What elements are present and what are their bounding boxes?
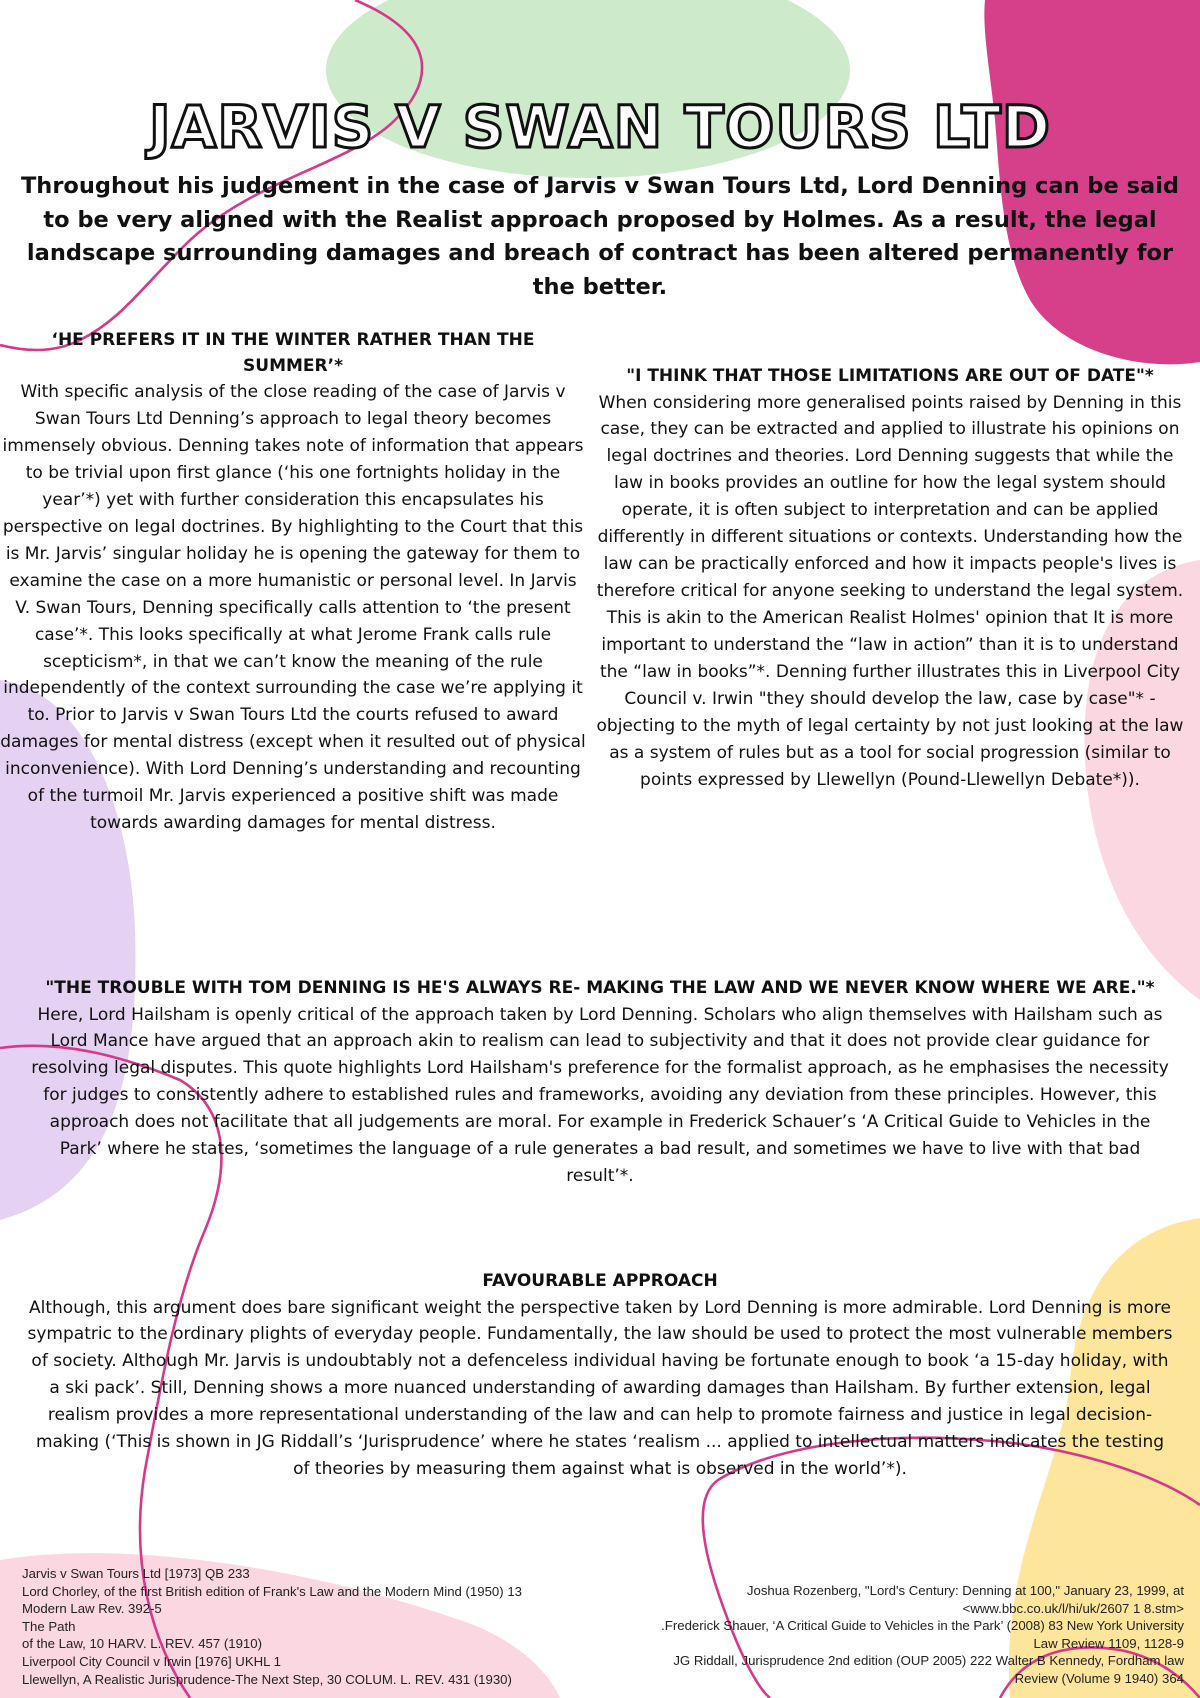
section-winter-heading: ‘HE PREFERS IT IN THE WINTER RATHER THAN THE SUMMER’* (51, 330, 535, 376)
reference-item: of the Law, 10 HARV. L. REV. 457 (1910) (22, 1636, 262, 1652)
page-title: JARVIS V SWAN TOURS LTD (148, 93, 1052, 161)
reference-item: Joshua Rozenberg, "Lord's Century: Denning at 100," January 23, 1999, at <www.bbc.co.uk/l/hi/uk/2607 1 8.stm> (746, 1583, 1184, 1616)
reference-item: JG Riddall, Jurisprudence 2nd edition (OUP 2005) 222 Walter B Kennedy, Fordham law Review (Volume 9 1940) 364 (673, 1653, 1184, 1686)
references-right (640, 1582, 1184, 1688)
reference-item: The Path (22, 1618, 76, 1634)
reference-item: Lord Chorley, of the first British edition of Frank's Law and the Modern Mind (1950) 13 Modern Law Rev. 392-5 (22, 1583, 522, 1617)
section-favourable-heading: FAVOURABLE APPROACH (482, 1271, 718, 1291)
reference-item: Llewellyn, A Realistic Jurisprudence-The Next Step, 30 COLUM. L. REV. 431 (1930) (22, 1671, 512, 1687)
section-limitations-body: When considering more generalised points raised by Denning in this case, they can be extracted and applied to illustrate his opinions on legal doctrines and theories. Lord Denning suggests that while the law in books provides an outline for how the legal system should operate, it is often subject to interpretation and can be applied differently in different situations or contexts. Understanding how the law can be practically enforced and how it impacts people's lives is therefore critical for anyone seeking to understand the legal system. This is akin to the American Realist Holmes' opinion that It is more important to understand the “law in action” than it is to understand the “law in books”*. Denning further illustrates this in Liverpool City Council v. Irwin "they should develop the law, case by case"* - objecting to the myth of legal certainty by not just looking at the law as a system of rules but as a tool for social progression (similar to points expressed by Llewellyn (Pound-Llewellyn Debate*)). (596, 392, 1184, 790)
section-winter (0, 328, 586, 837)
section-trouble-heading: "THE TROUBLE WITH TOM DENNING IS HE'S ALWAYS RE- MAKING THE LAW AND WE NEVER KNOW WHERE WE ARE."* (45, 978, 1155, 998)
section-trouble-body: Here, Lord Hailsham is openly critical of the approach taken by Lord Denning. Scholars who align themselves with Hailsham such as Lord Mance have argued that an approach akin to realism can lead to subjectivity and that it does not provide clear guidance for resolving legal disputes. This quote highlights Lord Hailsham's preference for the formalist approach, as he emphasises the necessity for judges to consistently adhere to established rules and frameworks, avoiding any deviation from these principles. However, this approach does not facilitate that all judgements are moral. For example in Frederick Schauer’s ‘A Critical Guide to Vehicles in the Park’ where he states, ‘sometimes the language of a rule generates a bad result, and sometimes we have to live with that bad result’*. (31, 1004, 1169, 1186)
reference-item: Jarvis v Swan Tours Ltd [1973] QB 233 (22, 1566, 250, 1581)
section-favourable (26, 1269, 1174, 1483)
intro-paragraph: Throughout his judgement in the case of Jarvis v Swan Tours Ltd, Lord Denning can be said to be very aligned with the Realist approach proposed by Holmes. As a result, the legal landscape surrounding damages and breach of contract has been altered permanently for the better. (20, 173, 1180, 300)
section-winter-body: With specific analysis of the close reading of the case of Jarvis v Swan Tours Ltd Denning’s approach to legal theory becomes immensely obvious. Denning takes note of information that appears to be trivial upon first glance (‘his one fortnights holiday in the year’*) yet with further consideration this encapsulates his perspective on legal doctrines. By highlighting to the Court that this is Mr. Jarvis’ singular holiday he is opening the gateway for them to examine the case on a more humanistic or personal level. In Jarvis V. Swan Tours, Denning specifically calls attention to ‘the present case’*. This looks specifically at what Jerome Frank calls rule scepticism*, in that we can’t know the meaning of the rule independently of the context surrounding the case we’re applying it to. Prior to Jarvis v Swan Tours Ltd the courts refused to award damages for mental distress (except when it resulted out of physical inconvenience). With Lord Denning’s understanding and recounting of the turmoil Mr. Jarvis experienced a positive shift was made towards awarding damages for mental distress. (0, 382, 586, 834)
references-left (22, 1565, 562, 1688)
reference-item: .Frederick Shauer, ‘A Critical Guide to Vehicles in the Park’ (2008) 83 New York University Law Review 1109, 1128-9 (661, 1618, 1184, 1651)
section-favourable-body: Although, this argument does bare significant weight the perspective taken by Lord Denning is more admirable. Lord Denning is more sympatric to the ordinary plights of everyday people. Fundamentally, the law should be used to protect the most vulnerable members of society. Although Mr. Jarvis is undoubtably not a defenceless individual having be fortunate enough to book ‘a 15-day holiday, with a ski pack’. Still, Denning shows a more nuanced understanding of awarding damages than Hailsham. By further extension, legal realism provides a more representational understanding of the law and can help to promote fairness and justice in legal decision-making (‘This is shown in JG Riddall’s ‘Jurisprudence’ where he states ‘realism ... applied to intellectual matters indicates the testing of theories by measuring them against what is observed in the world’*). (27, 1297, 1173, 1479)
reference-item: Liverpool City Council v Irwin [1976] UKHL 1 (22, 1653, 281, 1669)
section-trouble (26, 976, 1174, 1190)
section-limitations (596, 364, 1184, 794)
section-limitations-heading: "I THINK THAT THOSE LIMITATIONS ARE OUT OF DATE"* (626, 366, 1154, 386)
